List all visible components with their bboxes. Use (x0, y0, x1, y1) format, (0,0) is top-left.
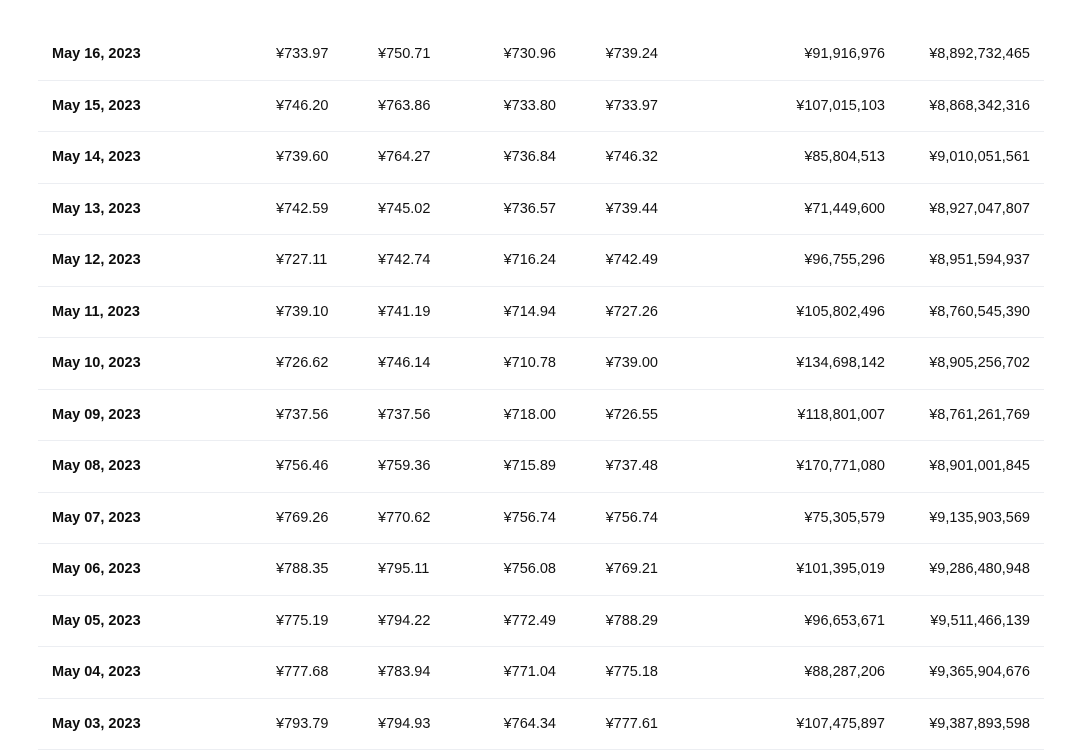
table-row (38, 390, 1044, 442)
close-cell: ¥777.61 (606, 699, 658, 750)
date-cell: May 11, 2023 (52, 287, 140, 339)
market-cap-cell: ¥9,387,893,598 (929, 699, 1030, 750)
low-cell: ¥764.34 (504, 699, 556, 750)
volume-cell: ¥85,804,513 (804, 132, 885, 184)
volume-cell: ¥105,802,496 (796, 287, 885, 339)
volume-cell: ¥71,449,600 (804, 184, 885, 236)
market-cap-cell: ¥8,761,261,769 (929, 390, 1030, 442)
table-row (38, 235, 1044, 287)
table-row (38, 338, 1044, 390)
low-cell: ¥716.24 (504, 235, 556, 287)
low-cell: ¥772.49 (504, 596, 556, 648)
table-row (38, 81, 1044, 133)
low-cell: ¥715.89 (504, 441, 556, 493)
table-row (38, 132, 1044, 184)
high-cell: ¥783.94 (378, 647, 430, 699)
volume-cell: ¥91,916,976 (804, 29, 885, 81)
low-cell: ¥718.00 (504, 390, 556, 442)
date-cell: May 04, 2023 (52, 647, 141, 699)
close-cell: ¥739.00 (606, 338, 658, 390)
high-cell: ¥794.22 (378, 596, 430, 648)
table-row (38, 544, 1044, 596)
historical-data-table (38, 29, 1044, 750)
market-cap-cell: ¥9,135,903,569 (929, 493, 1030, 545)
market-cap-cell: ¥8,901,001,845 (929, 441, 1030, 493)
low-cell: ¥756.08 (504, 544, 556, 596)
close-cell: ¥756.74 (606, 493, 658, 545)
volume-cell: ¥96,653,671 (804, 596, 885, 648)
open-cell: ¥746.20 (276, 81, 328, 133)
market-cap-cell: ¥8,892,732,465 (929, 29, 1030, 81)
volume-cell: ¥170,771,080 (796, 441, 885, 493)
high-cell: ¥764.27 (378, 132, 430, 184)
date-cell: May 07, 2023 (52, 493, 141, 545)
high-cell: ¥737.56 (378, 390, 430, 442)
open-cell: ¥769.26 (276, 493, 328, 545)
high-cell: ¥795.11 (378, 544, 429, 596)
open-cell: ¥727.11 (276, 235, 327, 287)
market-cap-cell: ¥9,511,466,139 (930, 596, 1030, 648)
close-cell: ¥739.24 (606, 29, 658, 81)
low-cell: ¥756.74 (504, 493, 556, 545)
table-row (38, 647, 1044, 699)
market-cap-cell: ¥9,286,480,948 (929, 544, 1030, 596)
date-cell: May 09, 2023 (52, 390, 141, 442)
table-row (38, 699, 1044, 750)
close-cell: ¥769.21 (606, 544, 658, 596)
volume-cell: ¥96,755,296 (804, 235, 885, 287)
close-cell: ¥727.26 (606, 287, 658, 339)
open-cell: ¥726.62 (276, 338, 328, 390)
market-cap-cell: ¥8,927,047,807 (929, 184, 1030, 236)
close-cell: ¥742.49 (606, 235, 658, 287)
date-cell: May 03, 2023 (52, 699, 141, 750)
volume-cell: ¥134,698,142 (796, 338, 885, 390)
open-cell: ¥788.35 (276, 544, 328, 596)
market-cap-cell: ¥9,365,904,676 (929, 647, 1030, 699)
high-cell: ¥763.86 (378, 81, 430, 133)
volume-cell: ¥88,287,206 (804, 647, 885, 699)
open-cell: ¥733.97 (276, 29, 328, 81)
low-cell: ¥736.84 (504, 132, 556, 184)
low-cell: ¥710.78 (504, 338, 556, 390)
table-row (38, 29, 1044, 81)
market-cap-cell: ¥8,760,545,390 (929, 287, 1030, 339)
low-cell: ¥714.94 (504, 287, 556, 339)
close-cell: ¥746.32 (606, 132, 658, 184)
table-row (38, 184, 1044, 236)
volume-cell: ¥101,395,019 (796, 544, 885, 596)
close-cell: ¥788.29 (606, 596, 658, 648)
low-cell: ¥736.57 (504, 184, 556, 236)
market-cap-cell: ¥8,868,342,316 (929, 81, 1030, 133)
high-cell: ¥759.36 (378, 441, 430, 493)
high-cell: ¥742.74 (378, 235, 430, 287)
close-cell: ¥733.97 (606, 81, 658, 133)
close-cell: ¥737.48 (606, 441, 658, 493)
table-row (38, 493, 1044, 545)
date-cell: May 10, 2023 (52, 338, 141, 390)
date-cell: May 08, 2023 (52, 441, 141, 493)
high-cell: ¥770.62 (378, 493, 430, 545)
high-cell: ¥745.02 (378, 184, 430, 236)
high-cell: ¥750.71 (378, 29, 430, 81)
date-cell: May 12, 2023 (52, 235, 141, 287)
market-cap-cell: ¥8,905,256,702 (929, 338, 1030, 390)
open-cell: ¥739.10 (276, 287, 328, 339)
close-cell: ¥726.55 (606, 390, 658, 442)
open-cell: ¥737.56 (276, 390, 328, 442)
high-cell: ¥746.14 (378, 338, 430, 390)
high-cell: ¥794.93 (378, 699, 430, 750)
volume-cell: ¥118,801,007 (797, 390, 885, 442)
date-cell: May 16, 2023 (52, 29, 141, 81)
market-cap-cell: ¥8,951,594,937 (929, 235, 1030, 287)
open-cell: ¥739.60 (276, 132, 328, 184)
open-cell: ¥756.46 (276, 441, 328, 493)
low-cell: ¥733.80 (504, 81, 556, 133)
date-cell: May 13, 2023 (52, 184, 141, 236)
table-row (38, 287, 1044, 339)
open-cell: ¥775.19 (276, 596, 328, 648)
open-cell: ¥793.79 (276, 699, 328, 750)
table-row (38, 441, 1044, 493)
open-cell: ¥777.68 (276, 647, 328, 699)
date-cell: May 05, 2023 (52, 596, 141, 648)
volume-cell: ¥107,475,897 (796, 699, 885, 750)
open-cell: ¥742.59 (276, 184, 328, 236)
market-cap-cell: ¥9,010,051,561 (929, 132, 1030, 184)
volume-cell: ¥75,305,579 (804, 493, 885, 545)
table-row (38, 596, 1044, 648)
close-cell: ¥775.18 (606, 647, 658, 699)
low-cell: ¥730.96 (504, 29, 556, 81)
date-cell: May 15, 2023 (52, 81, 141, 133)
close-cell: ¥739.44 (606, 184, 658, 236)
volume-cell: ¥107,015,103 (796, 81, 885, 133)
high-cell: ¥741.19 (378, 287, 430, 339)
date-cell: May 06, 2023 (52, 544, 141, 596)
date-cell: May 14, 2023 (52, 132, 141, 184)
low-cell: ¥771.04 (504, 647, 556, 699)
